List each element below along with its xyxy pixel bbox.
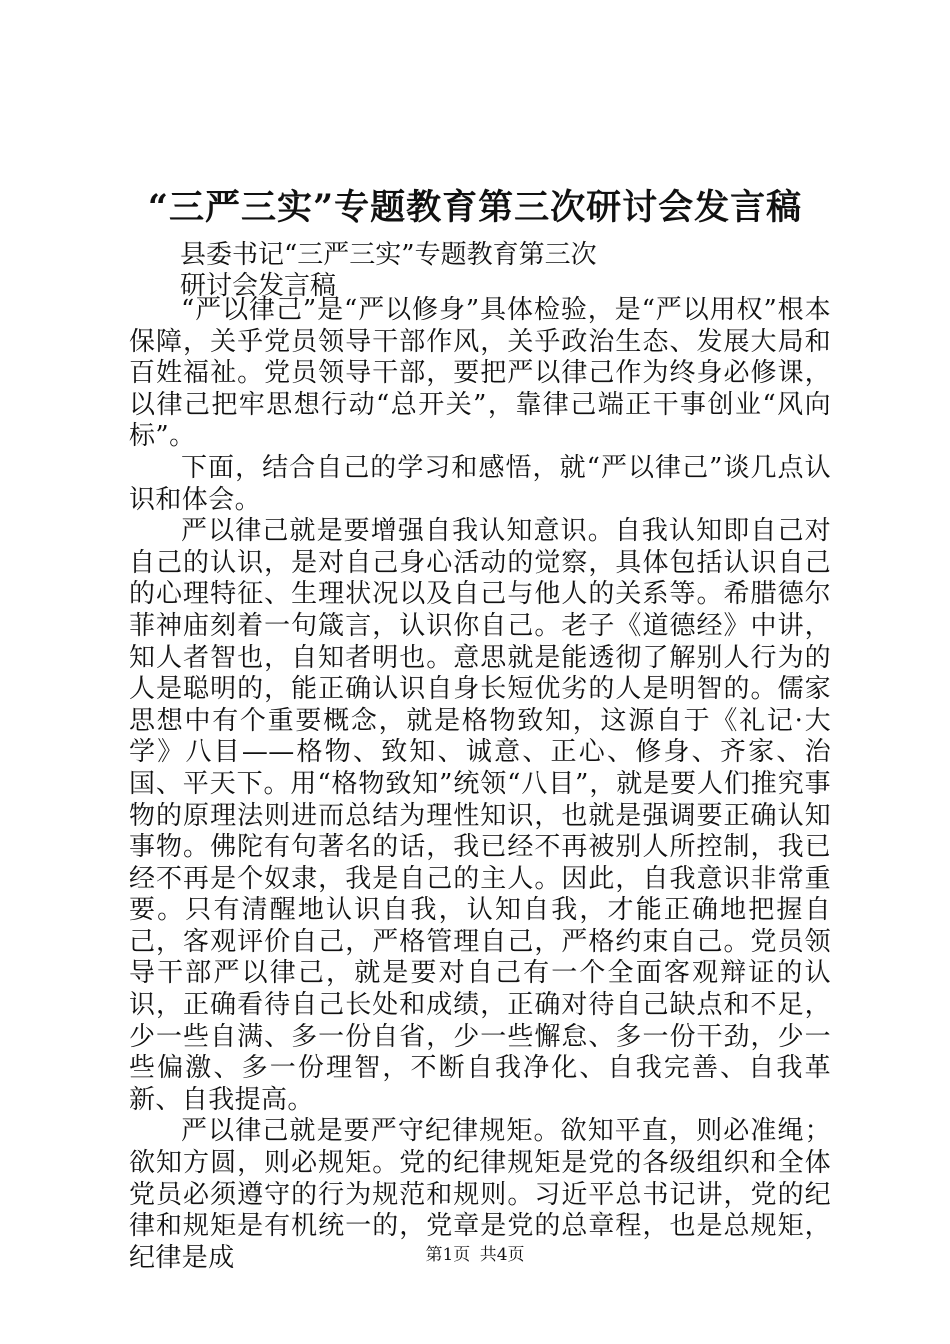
body-paragraph: 下面，结合自己的学习和感悟，就“严以律己”谈几点认识和体会。: [129, 452, 831, 515]
body-paragraph: 严以律己就是要严守纪律规矩。欲知平直，则必准绳；欲知方圆，则必规矩。党的纪律规矩是党的各级组织和全体党员必须遵守的行为规范和规则。习近平总书记讲，党的纪律和规矩是有机统一的，党章是党的总章程，也是总规矩，纪律是成: [129, 1116, 831, 1273]
page-total: 共4页: [479, 1245, 525, 1265]
document-title: “三严三实”专题教育第三次研讨会发言稿: [147, 187, 803, 228]
subtitle-line-2: 研讨会发言稿: [180, 271, 337, 301]
page-number: 第1页: [425, 1245, 471, 1265]
subtitle-line-1: 县委书记“三严三实”专题教育第三次: [180, 240, 597, 270]
body-paragraph: “严以律己”是“严以修身”具体检验，是“严以用权”根本保障，关乎党员领导干部作风，关乎政治生态、发展大局和百姓福祉。党员领导干部，要把严以律己作为终身必修课，以律己把牢思想行动“总开关”，靠律己端正干事创业“风向标”。: [129, 295, 831, 452]
page-footer: [0, 1243, 950, 1267]
document-body: [129, 295, 831, 1274]
body-paragraph: 严以律己就是要增强自我认知意识。自我认知即自己对自己的认识，是对自己身心活动的觉察，具体包括认识自己的心理特征、生理状况以及自己与他人的关系等。希腊德尔菲神庙刻着一句箴言，认识你自己。老子《道德经》中讲，知人者智也，自知者明也。意思就是能透彻了解别人行为的人是聪明的，能正确认识自身长短优劣的人是明智的。儒家思想中有个重要概念，就是格物致知，这源自于《礼记·大学》八目——格物、致知、诚意、正心、修身、齐家、治国、平天下。用“格物致知”统领“八目”，就是要人们推究事物的原理法则进而总结为理性知识，也就是强调要正确认知事物。佛陀有句著名的话，我已经不再被别人所控制，我已经不再是个奴隶，我是自己的主人。因此，自我意识非常重要。只有清醒地认识自我，认知自我，才能正确地把握自己，客观评价自己，严格管理自己，严格约束自己。党员领导干部严以律己，就是要对自己有一个全面客观辩证的认识，正确看待自己长处和成绩，正确对待自己缺点和不足，少一些自满、多一份自省，少一些懈怠、多一份干劲，少一些偏激、多一份理智，不断自我净化、自我完善、自我革新、自我提高。: [129, 516, 831, 1115]
